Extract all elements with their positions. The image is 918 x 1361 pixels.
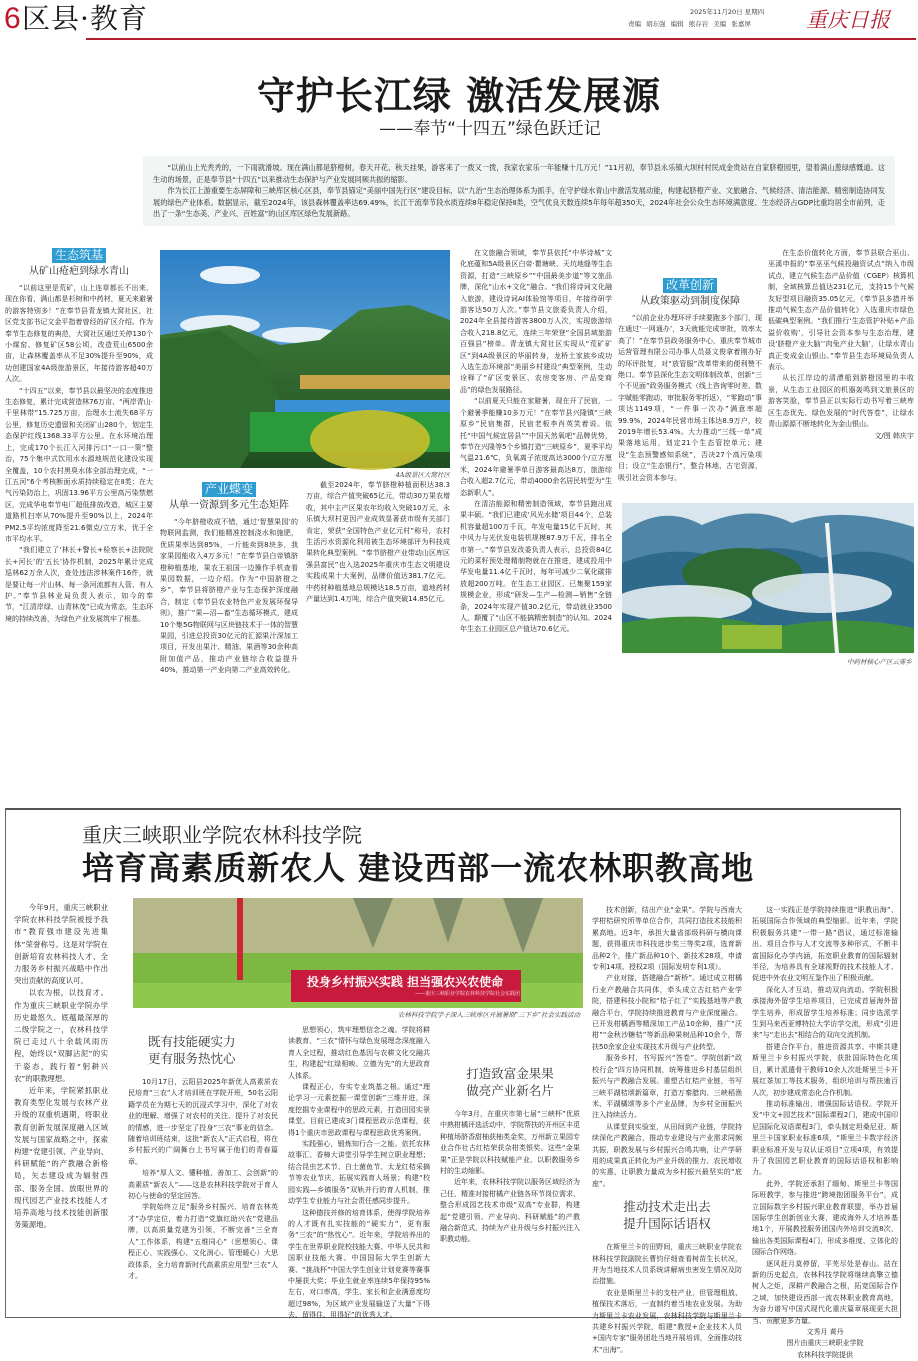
paragraph: 思想领心，筑牢理想信念之魂。学院将耕读教育、“三农”情怀与绿色发展理念深度融入育人全过程，推动红色基因与农耕文化交融共生，构建起“红绿相映、立德为先”的大思政育人体系。: [288, 1026, 430, 1080]
byline: 文/图 韩庆宇: [874, 431, 914, 440]
article-column: [160, 482, 298, 792]
paragraph: 这一实践正是学院持续推进“职教出海”、拓展国际合作领域的典型缩影。近年来，学院积极服务共建“一带一路”倡议，通过标准输出、项目合作与人才交流等多种形式，不断丰富国际化办学内涵，拓宽职业教育的国际辐射半径，为培养具有全球视野的技术技能人才、促进中外农业文明互鉴作出了积极贡献。: [752, 906, 898, 983]
lead-paragraph: 作为长江上游重要生态屏障和三峡库区核心区县，奉节县锚定“美丽中国先行区”建设目标，以“九治”生态治理体系为抓手，在守护绿水青山中激活发展动能，构建起脐橙产业、文旅融合、气候经济、清洁能源、精密制造协同发展的绿色产业体系。数据显示，截至2024年，该县森林覆盖率达69.49%，长江干流奉节段水质连续8年稳定保持Ⅱ类，空气优良天数连续5年每年超350天，2024年社会公众生态环境满意度、生态经济占GDP比重均居全市前列，走出了一条“生态美、产业兴、百姓富”的山区库区绿色发展新路。: [153, 186, 885, 219]
paragraph: 在斯里兰卡的田野间，重庆三峡职业学院农林科技学院副院长曹钧仔细查看树苗生长状况，并为当地技术人员系统讲解病虫害发生情况及防治措施。: [592, 1243, 742, 1286]
paragraph: “以前企业办理环评手续要跑多个部门，现在通过‘一网通办’，3天就能完成审批，效率太高了！”在奉节县政务服务中心，重庆奉节城市运营管理有限公司办事人员聂文俊拿着刚办好的环评批复，对“放管服”改革带来的便利赞不绝口。奉节县深化生态文明体制改革，创新“三个不见面”政务服务模式（线上咨询零时差、数字赋能零跑动、审批服务零折返），“零跑动”事项达1149项，“一件事一次办”满意率超99.9%，2024年民营市场主体达8.9万户，较2019年增长53.4%。大力推动“三线一单”成果落地运用，划定21个生态管控单元；建设“生态预警感知系统”，否决27个高污染项目；设立“生态银行”，整合林地、古宅资源，吸引社会资本参与。: [618, 314, 762, 482]
herb-area-photo-illustration: [622, 503, 914, 653]
section-tag: 改革创新: [663, 278, 717, 293]
paragraph: 从课堂到实验室，从田间到产业链，学院持续深化产教融合，推动专业建设与产业需求同频共振，职教发展与乡村振兴合鸣共响，让产学研用的成果真正转化为产业升级的推力、农民增收的实惠，让职教力量成为乡村振兴最坚实的“底座”。: [592, 1122, 742, 1188]
paragraph: “我们建立了‘林长+警长+检察长+法院院长+河长’的‘五长’协作机制，2025年累计完成巡林62万余人次，查处违法涉林案件16件，就是要让每一片山林、每一条河流都有人管、有人护。”奉节县林业局负责人表示，如今的奉节，“江清岸绿、山青林茂”已成为常态，生态环境的持续改善，为绿色产业发展筑牢了根基。: [5, 546, 153, 623]
paragraph: 今年3月，在重庆市第七届“三峡杯”优质中熟柑橘评选活动中，学院帮扶的开州区丰觅种植场脐香甜柚获柚类金奖，万州新立果园专业合作社古红桔荣获杂柑类银奖。这些“金果果”正是学院以科技赋能产业、以职教服务乡村的生动缩影。: [440, 1110, 580, 1176]
section-tag: 生态筑基: [52, 248, 106, 263]
photo-caption: 农林科技学院学子深入三峡库区开展暑期“三下乡”社会实践活动: [397, 1011, 580, 1019]
paragraph: 以农为根，以技育才。作为重庆三峡职业学院办学历史最悠久、底蕴最深厚的二级学院之一，农林科技学院已走过八十余载风雨历程，始终以“双脚沾泥”的实干姿态，践行着“躬耕兴农”的职教理想。: [14, 988, 108, 1083]
byline: 图片由重庆三峡职业学院: [786, 1339, 864, 1348]
article-column: [440, 1025, 580, 1310]
newspaper-logo: 重庆日报: [806, 8, 890, 32]
section-tag: 产业蝶变: [202, 482, 256, 497]
paragraph: 近年来，学院紧抓职业教育类型化发展与农林产业升级的双重机遇期，将职业教育创新发展深度融入区域发展与国家战略之中，探索构建“党建引领、产业导向、科研赋能”的产教融合新格局，矢志建设成为辐射西部、服务全国、放眼世界的现代园艺产业技术技能人才培养高地与技术技能创新服务策源地。: [14, 1086, 108, 1230]
feature-kicker: 重庆三峡职业学院农林科技学院: [82, 823, 362, 847]
feature-headline: 培育高素质新农人 建设西部一流农林职教高地: [82, 849, 755, 887]
paragraph: 深化人才互动，推动双向流动。学院积极承接海外留学生培养项目，已完成首届海外留学生培养，形成留学生培养标准；同步选派学生到马来西亚博特拉大学访学交流，形成“引进来”与“走出去”相结合的双向交流机制。: [752, 985, 898, 1040]
paragraph: 这种德技并修的培育体系，使得学院培养的人才既有扎实技能的“硬实力”，更有服务“三农”的“热忱心”。近年来，学院培养出的学生在世界职业院校技能大赛、中华人民共和国职业技能大赛、中国国际大学生创新大赛、“挑战杯”中国大学生创业计划竞赛等赛事中屡获大奖；毕业生就业率连续5年保持95%左右，对口率高，学生、家长和企业满意度均超过98%，为区域产业发展输送了大量“下得去、留得住、用得好”的优秀人才。: [288, 1208, 430, 1320]
article-column: [592, 905, 742, 1354]
article-column: [306, 480, 450, 790]
scenic-photo-illustration: [160, 250, 450, 468]
paragraph: 在文旅融合领域，奉节县依托“中华诗城”文化底蕴和5A级景区白帝·瞿塘峡、天坑地缝等生态资源，打造“三峡原乡”“中国最美步道”等文旅品牌，深化“山水+文化”融合。“我们将诗词文化融入旅游，建设诗词AI体验馆等项目，年接待研学游客达50万人次。”奉节县文旅委负责人介绍，2024年全县接待游客3800万人次，实现旅游综合收入218.8亿元，连续三年荣登“全国县域旅游百强县”榜单。青龙镇大窝社区实现从“荒矿矿区”到4A级景区的华丽转身，龙桥土家族乡成功入选生态环境部“美丽乡村建设”典型案例，生动诠释了“矿区变景区、农房变客房、产品变商品”的绿色发展路径。: [460, 249, 612, 394]
paragraph: 搭建合作平台，推进资源共享。中斯共建斯里兰卡乡村振兴学院，获批国际特色化项目，累计派遣骨干教师10余人次赴斯里兰卡开展红茶加工等技术服务，组织培训与帮扶逾百人次，初步建成常态化合作机制。: [752, 1042, 898, 1097]
masthead-rule: [86, 38, 916, 40]
byline: 农林科技学院提供: [797, 1350, 853, 1359]
paragraph: 截至2024年，奉节脐橙种植面积达38.3万亩，综合产值突破65亿元，带动30万果农增收，其中主产区果农年均收入突破10万元，永乐镇大坝村更因产业成效显著获市级有关部门肯定，荣获“全国特色产业亿元村”称号，农村生活污水资源化利用被生态环境部评为科技成果转化典型案例。“奉节脐橙产业带动山区库区强县富民”也入选2025年重庆市生态文明建设实践成果十大案例，品牌价值达381.7亿元。中药材种植基地总规模达18.5万亩，道地药材产量达到1.4万吨，综合产值突破14.85亿元。: [306, 481, 450, 604]
article-column: [460, 248, 612, 798]
paragraph: 此外，学院还承担了缅甸、斯里兰卡等国际班教学，参与推进“跨境抱团服务平台”，成立国际数字乡村振兴职业教育联盟，举办首届国际学生创新创业大赛，建成海外人才培养基地1个，开展教授服务团国内外培训交流8次，输出各类国际课程4门，形成多维度、立体化的国际合作网络。: [752, 1179, 898, 1257]
issue-date: 2025年11月20日 星期四: [690, 8, 765, 16]
banner-subtext: ——重庆三峡职业学院农林科技学院社会实践团: [414, 991, 520, 997]
paragraph: 近年来，农林科技学院以服务区域经济为己任，精准对接柑橘产业链各环节岗位需求，整合形成园艺技术市级“双高”专业群，构建起“党建引领、产业导向、科研赋能”的产教融合新范式，持续为产业升级与乡村振兴注入职教动能。: [440, 1178, 580, 1244]
editor-credits: 责编 胡东强 编辑 熊存岩 美编 张嘉屏: [628, 20, 751, 28]
paragraph: 从长江岸边的清漂船到脐橙园里的丰收景，从生态工业园区的机器轰鸣到文旅景区的游客笑脸，奉节县正以实际行动书写着三峡库区生态优先、绿色发展的“时代答卷”，让绿水青山源源不断地转化为金山银山。: [768, 374, 914, 429]
photo-scenic-area: [160, 250, 450, 468]
photo-herb-area: [622, 503, 914, 653]
paragraph: 学院始终立足“服务乡村振兴、培育农林英才”办学定位，着力打造“党旗红助兴农”党建品牌，以高质量党建为引领，不断完善“三全育人”工作体系，构建“五维同心”（思想领心、课程正心、实践强心、文化润心、管理暖心）大思政体系，全力培育新时代高素质应用型“三农”人才。: [128, 1203, 278, 1280]
article-column: [128, 1025, 278, 1310]
paragraph: 课程正心，夯实专业筑基之根。通过“理论学习一元素挖掘一课堂创新”三维并进，深度挖掘专业课程中的思政元素，打造田园实景课堂。目前已建成3门课程思政示范课程，获得1个重庆市思政课程与课程思政优秀案例。: [288, 1083, 430, 1137]
top-subheadline: ——奉节“十四五”绿色跃迁记: [379, 119, 601, 139]
top-headline: 守护长江绿 激活发展源: [256, 74, 662, 118]
section-title: 从矿山疮疤到绿水青山: [29, 266, 129, 277]
paragraph: 产业对接，搭建融合“新桥”。通过成立柑橘行业产教融合共同体，牵头成立古红桔产业学院，搭建科技小院和“桔子红了”实践基地等产教融合平台，学院持续推进教育与产业深度融合。已开发柑橘酒等精深加工产品10余种，推广“沃柑”“金秋沙糖桔”等新品种果树品种10余个，帮扶50余家企业实现技术升级与产业转型。: [592, 974, 742, 1051]
photo-caption: 4A级景区大窝社区: [395, 471, 450, 479]
paragraph: 技术创新，结出产业“金果”。学院与西南大学柑桔研究所等单位合作，共同打造技术技能积累高地。近3年，承担大量省部级科研与横向课题，获得重庆市科技进步奖三等奖2项，选育新品种2个，推广新品种10个、新技术28项，申请专利14项、授权2项（国际发明专利1项）。: [592, 906, 742, 972]
byline: 文秀月 黄丹: [806, 1328, 844, 1337]
paragraph: 农业是斯里兰卡的支柱产业，但管理粗放、植保技术落后，一直制约着当地农业发展。为助力斯里兰卡农业发展，农林科技学院与斯里兰卡共建乡村振兴学院，组建“教授+企业技术人员+国内专家”服务团赴当地开展培训，全面推动技术“出海”。: [592, 1288, 742, 1354]
sub-headline: 推动技术走出去 提升国际话语权: [623, 1199, 711, 1232]
banner-text: 投身乡村振兴实践 担当强农兴农使命: [306, 975, 504, 989]
article-column: [5, 248, 153, 623]
photo-caption: 中药材核心产区云雾乡: [847, 658, 912, 666]
paragraph: “今年脐橙收成不错，通过‘智慧果园’的物联网监测，我们能精准控制浇水和施肥，优质果率达到85%，一斤能卖到8块多，我家果园能收入4万多元！”在奉节县白帝镇脐橙种植基地，果农王祖国一边操作手机查看果园数据，一边介绍。作为“中国脐橙之乡”，奉节县将脐橙产业与生态保护深度融合，制定《奉节县农业特色产业发展环保导则》，推广“果—沼—畜”生态循环模式，建成10个集5G物联网与区块链技术于一体的智慧果园，引进总投资30亿元的汇源果汁深加工项目，开发出果汁、精油、果酒等30余种高附加值产品，推动产业链综合收益提升40%，推动第一产业向第二产业高效转化。: [160, 518, 298, 675]
section-name: 区县·教育: [22, 2, 148, 35]
paragraph: 实践强心，锻炼知行合一之能。依托农林故事汇、香樟大讲堂引导学生树立职业理想；结合昆虫艺术节、白土菌鱼节、太龙红桔采摘节等农业节庆，拓展实践育人场景；构建“校园实践—乡镇服务”双轨并行的育人机制，推动学生专业能力与社会责任感同步提升。: [288, 1140, 430, 1206]
article-column: [618, 278, 762, 494]
article-column: [768, 248, 914, 486]
article-column: [752, 905, 898, 1359]
article-column: [288, 1025, 430, 1320]
paragraph: 推动标准输出，增强国际话语权。学院开发“中文+园艺技术”国际课程2门，建成中国印尼国际化双语课程3门，牵头制定坦桑尼亚、斯里兰卡国家职业标准6项，“斯里兰卡数字经济职业标准开发与双认证项目”立项4项，有效提升了我国园艺职业教育的国际话语权和影响力。: [752, 1099, 898, 1177]
lead-paragraph-box: [143, 156, 895, 226]
paragraph: 逐风赶月莫停留，平芜尽处是春山。站在新的历史起点，农林科技学院将继续高擎立德树人之炬，深耕产教融合之根，拓宽国际合作之域，加快建设西部一流农林职业教育高地，为奋力谱写中国式现代化重庆篇章展现更大担当、贡献更多力量。: [752, 1259, 898, 1325]
paragraph: 在生态价值转化方面，奉节县联合巫山、巫溪申报的“奉巫巫气候投融资试点”纳入市级试点，建立气候生态产品价值（CGEP）核算机制，全域核算总值达231亿元，支持15个气候友好型项目融资35.05亿元，《奉节县多措并举推动气候生态产品价值转化》入选重庆市绿色低碳典型案例。“我们推行‘生态管护补贴+产品溢价收购’，引导社会资本参与生态治理，建设‘脐橙产业大脑’‘肉兔产业大脑’，让绿水青山真正变成金山银山。”奉节县生态环境局负责人表示。: [768, 249, 914, 372]
page-number: 6: [4, 2, 21, 35]
paragraph: 在清洁能源和精密制造领域，奉节县跑出成果丰硕。“我们已建成‘风光水储’项目44个，总装机容量超100万千瓦，年发电量15亿千瓦时，其中风力与光伏发电装机规模87.9万千瓦，排名全市第一。”奉节县发改委负责人表示，总投资84亿元的菜籽预处理精制物就在在推进，建成投用中华发电量11.4亿千瓦时，每年可减少二氧化碳排放超200万吨。在生态工业园区，已集聚159家规模企业，形成“研发—生产—检测—销售”全链条，2024年实现产值30.2亿元，带动就业3500人，颠覆了“山区不能搞精密制造”的认知。2024年生态工业园区总产值达70.6亿元。: [460, 499, 612, 634]
sub-headline: 打造致富金果果 做亮产业新名片: [466, 1066, 554, 1098]
section-title: 从政策驱动到制度保障: [640, 296, 740, 307]
paragraph: “十四五”以来，奉节县以最坚决的态度推进生态修复，累计完成营造林76万亩、“两岸青山·千里林带”15.725万亩，治理水土流失68平方公里，修复历史遗留和关闭矿山280个，划定生态保护红线1368.33平方公里。在水环境治理上，完成170个长江入河排污口“一口一策”整治，75个集中式饮用水水源地规范化建设实现全覆盖，10个农村黑臭水体全部治理完成，“一江五河”6个考核断面水质持续稳定在Ⅱ类；在大气污染防治上，巩固13.96平方公里高污染禁燃区，完成华电奉节电厂超低排放改造，城区主要道路机扫率从70%提升至90%以上，2024年PM2.5平均浓度降至21.6微克/立方米，优于全市平均水平。: [5, 386, 153, 543]
section-title: 从单一资源到多元生态矩阵: [169, 500, 289, 511]
paragraph: “以前这里是荒矿，山上连草都长不出来，现在你看，满山都是杉树和中药材，夏天来避暑的游客特别多！”在奉节县青龙镇大窝社区，社区党支部书记文金平指着曾经的矿区介绍。作为奉节生态修复的典范，大窝社区通过关停130个小煤窑、修复矿区58公顷、改造荒山6500余亩，让森林覆盖率从不足30%提升至90%，成功创建国家4A级旅游景区，年接待游客超40万人次。: [5, 284, 153, 384]
paragraph: 10月17日，云阳县2025年新优人高素质农民培育“三农”人才培训班在学院开班，50名云阳籍学员在为期七天的沉浸式学习中，深化了对农业的理解、增强了对农村的关注、提升了对农民的情感，进一步坚定了投身“三农”事业的信念。随着培训班结束，这批“新农人”正式启程，将在乡村振兴的广阔舞台上书写属于他们的青春篇章。: [128, 1078, 278, 1166]
paragraph: 服务乡村，书写振兴“答卷”。学院创新“政校行企”四方协同机制，统筹推进乡村基层组织振兴与产教融合发展。重塑古红桔产业链，书写三峡平湖桔颂新篇章，打造万秦腊肉、三峡稻渔米、平湖橘颂等多个产业品牌，为乡村全面振兴注入持续活力。: [592, 1054, 742, 1120]
feature-intro-column: [14, 902, 108, 1302]
lead-paragraph: “以前山上光秃秃的，一下雨就滑坡。现在满山都是脐橙树，春天开花、秋天挂果，游客来了一拨又一拨，我家农家乐一年能赚十几万元！”11月初，奉节县永乐镇大坝村村民成金贵站在自家脐橙园里，望着满山葱绿感慨道。这生动的场景，正是奉节县“十四五”以来推动生态保护与产业发展同频共振的缩影。: [153, 163, 885, 184]
sub-headline: 既有技能硬实力 更有服务热忱心: [148, 1034, 236, 1066]
paragraph: 今年9月，重庆三峡职业学院农林科技学院被授予我市“教育强市建设先进集体”荣誉称号。这是对学院在创新培育农林科技人才、全力服务乡村振兴战略中作出突出贡献的高度认可。: [14, 903, 108, 986]
paragraph: 培养“厚人文、懂种植、善加工、会创新”的高素质“新农人”——这是农林科技学院对于育人初心与使命的坚定回答。: [128, 1169, 278, 1201]
paragraph: “以前夏天只能在家避暑，现在开了民宿，一个避暑季能赚10多万元！”在奉节县兴隆镇“三峡原乡”民宿集群，民宿老板李肖英笑着说。依托“中国气候宜居县”“中国天然氧吧”品牌优势，奉节在兴隆等5个乡镇打造“三峡原乡”，夏季平均气温21.6℃，负氧离子浓度高达3000个/立方厘米，2024年避暑季单日游客最高达8万，旅游综合收入超2.7亿元，带动4000余名居民转型为“生态新职人”。: [460, 397, 612, 497]
